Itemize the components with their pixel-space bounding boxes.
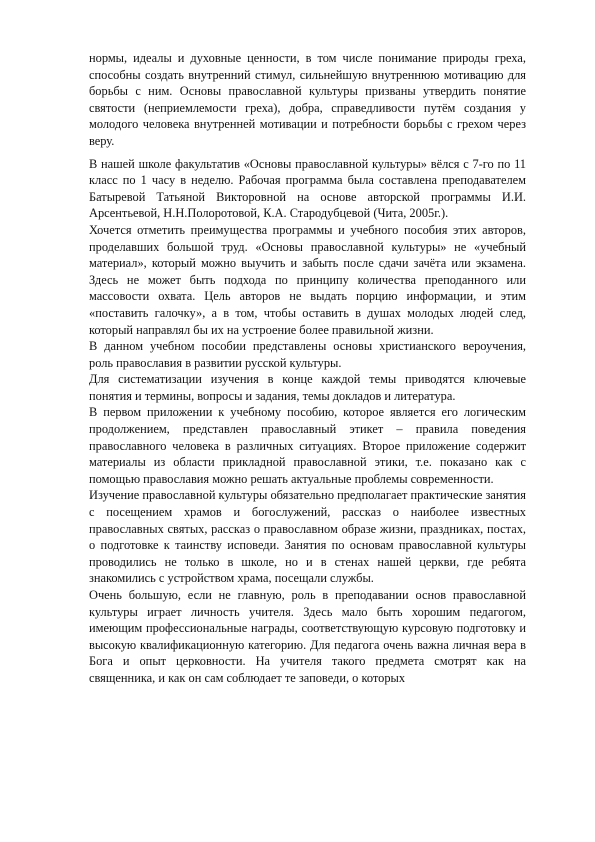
paragraph-sin-motivation: нормы, идеалы и духовные ценности, в том числе понимание природы греха, способны создать внутренний стимул, сильнейшую внутреннюю мотивацию для борьбы с ним. Основы православной культуры призваны утвердить понятие святости (неприемлемости греха), добра, справедливости путём создания у молодого человека внутренней мотивации и потребности борьбы с грехом через веру. [89, 51, 526, 148]
paragraph-program-advantages: Хочется отметить преимущества программы и учебного пособия этих авторов, проделавших большой труд. «Основы православной культуры» не «учебный материал», который можно выучить и забыть после сдачи зачёта или экзамена. Здесь не может быть подхода по принципу количества преподанного или массовости охвата. Цель авторов не выдать порцию информации, и этим «поставить галочку», а в том, чтобы оставить в душах молодых людей след, который направлял бы их на устроение более правильной жизни. [89, 222, 526, 337]
paragraph-systematization: Для систематизации изучения в конце каждой темы приводятся ключевые понятия и термины, вопросы и задания, темы докладов и литература. [89, 372, 526, 403]
paragraph-teacher-role: Очень большую, если не главную, роль в преподавании основ православной культуры играет личность учителя. Здесь мало быть хорошим педагогом, имеющим профессиональные награды, соответствующую курсовую подготовку и высокую квалификационную категорию. Для педагога очень важна личная вера в Бога и опыт церковности. На учителя такого предмета смотрят как на священника, и как он сам соблюдает те заповеди, о которых [89, 588, 526, 685]
body-text [89, 50, 526, 687]
paragraph-textbook-basics: В данном учебном пособии представлены основы христианского вероучения, роль православия в развитии русской культуры. [89, 339, 526, 370]
paragraph-school-elective: В нашей школе факультатив «Основы православной культуры» вёлся с 7-го по 11 класс по 1 часу в неделю. Рабочая программа была составлена преподавателем Батыревой Татьяной Викторовной на основе авторской программы И.И. Арсентьевой, Н.Н.Полоротовой, К.А. Стародубцевой (Чита, 2005г.). [89, 156, 526, 221]
paragraph-practical-lessons: Изучение православной культуры обязательно предполагает практические занятия с посещением храмов и богослужений, рассказ о наиболее известных православных святых, рассказ о православном образе жизни, праздниках, постах, о подготовке к таинству исповеди. Занятия по основам православной культуры проводились не только в школе, но и в стенах нашей церкви, где ребята знакомились с устройством храма, посещали службы. [89, 488, 526, 586]
paragraph-appendices: В первом приложении к учебному пособию, которое является его логическим продолжением, представлен православный этикет – правила поведения православного человека в различных ситуациях. Второе приложение содержит материалы из области прикладной православной этики, т.е. показано как с помощью православия можно решать актуальные проблемы современности. [89, 405, 526, 486]
